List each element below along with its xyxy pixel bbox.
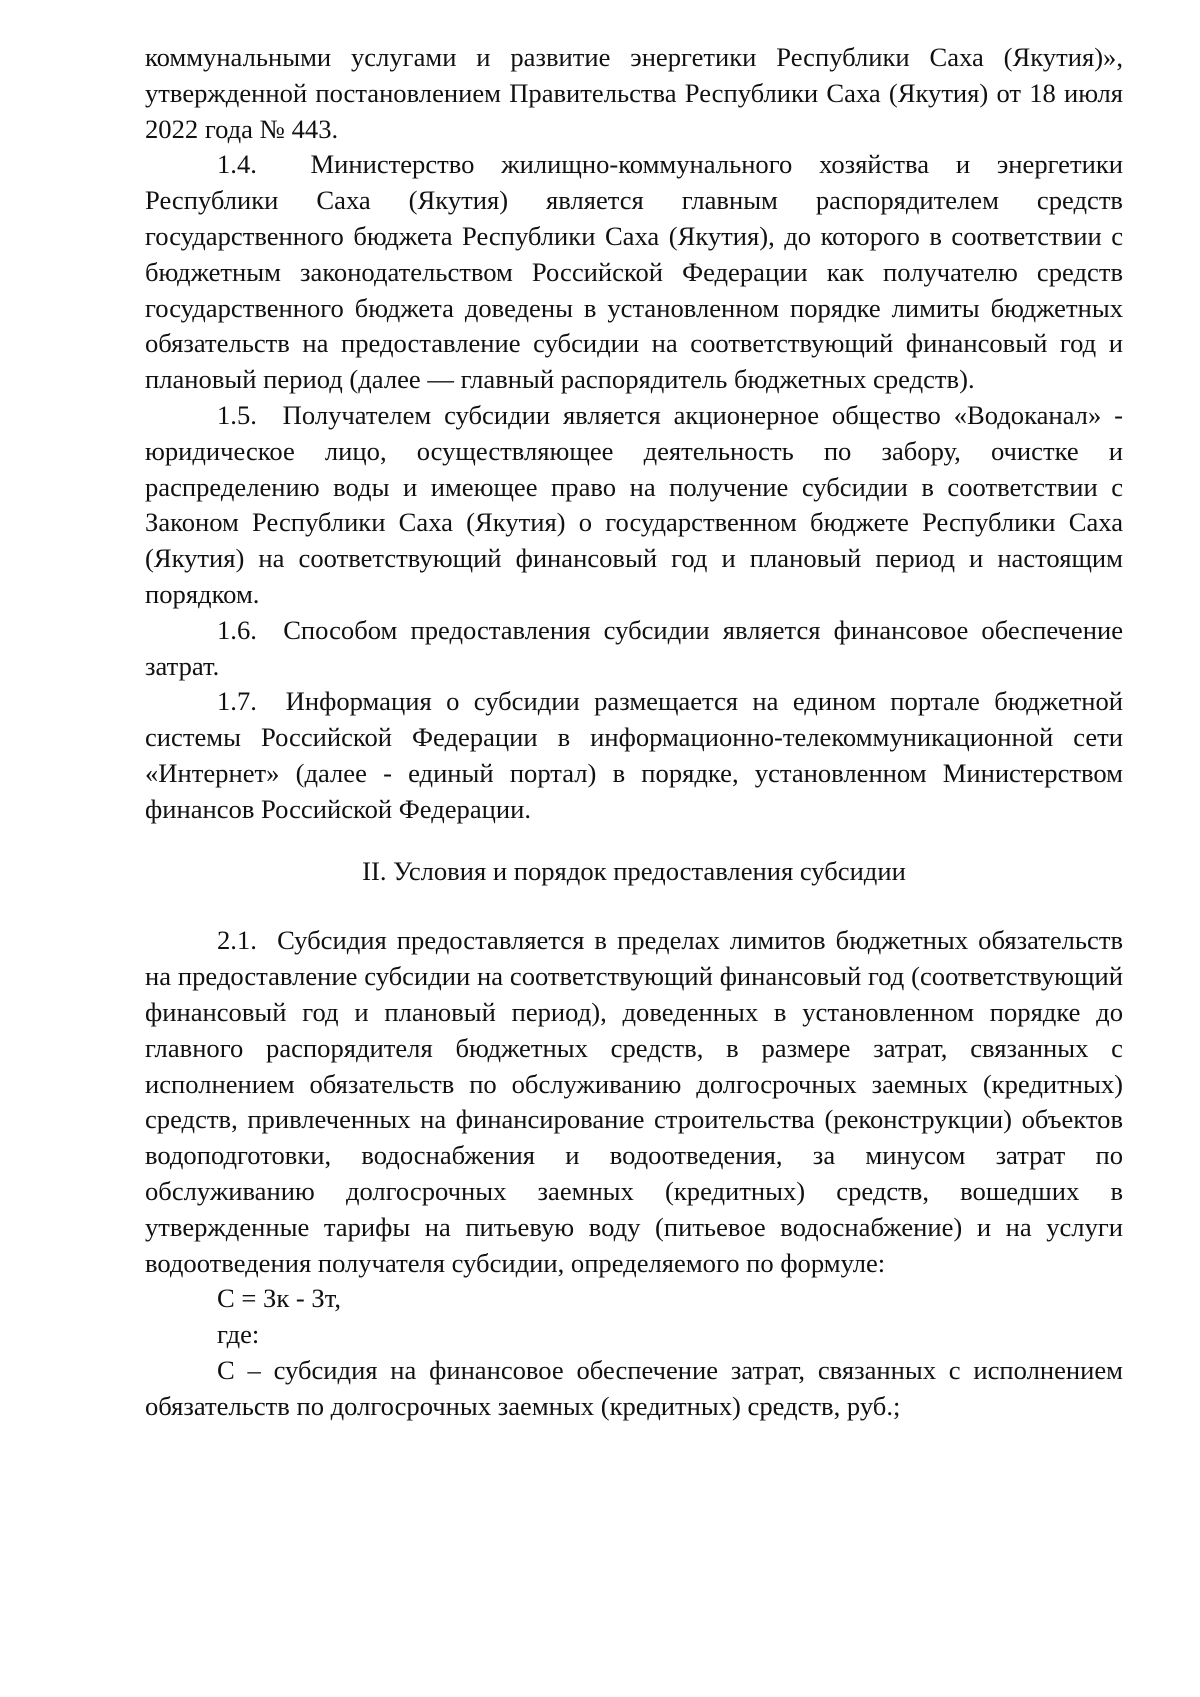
paragraph-number: 1.6. xyxy=(217,614,257,645)
paragraph-1-7 xyxy=(145,684,1123,827)
paragraph-1-5 xyxy=(145,398,1123,613)
where-label: где: xyxy=(217,1319,260,1350)
section-heading: II. Условия и порядок предоставления субсидии xyxy=(362,855,906,886)
document-body xyxy=(145,40,1123,1424)
formula: С = Зк - Зт, xyxy=(217,1283,342,1314)
paragraph-1-6 xyxy=(145,613,1123,685)
paragraph-number: 1.5. xyxy=(217,399,257,430)
paragraph-text: Получателем субсидии является акционерное общество «Водоканал» - юридическое лицо, осуществляющее деятельность по забору, очистке и распределению воды и имеющее право на получение субсидии в соответствии с Законом Республики Саха (Якутия) о государственном бюджете Республики Саха (Якутия) на соответствующий финансовый год и плановый период и настоящим порядком. xyxy=(145,399,1123,609)
paragraph-1-4 xyxy=(145,147,1123,398)
paragraph-number: 1.4. xyxy=(217,149,257,180)
paragraph-intro: коммунальными услугами и развитие энергетики Республики Саха (Якутия)», утвержденной постановлением Правительства Республики Саха (Якутия) от 18 июля 2022 года № 443. xyxy=(145,42,1123,144)
paragraph-text: Способом предоставления субсидии является финансовое обеспечение затрат. xyxy=(145,614,1123,681)
paragraph-text: Министерство жилищно-коммунального хозяйства и энергетики Республики Саха (Якутия) является главным распорядителем средств государственного бюджета Республики Саха (Якутия), до которого в соответствии с бюджетным законодательством Российской Федерации как получателю средств государственного бюджета доведены в установленном порядке лимиты бюджетных обязательств на предоставление субсидии на соответствующий финансовый год и плановый период (далее — главный распорядитель бюджетных средств). xyxy=(145,149,1123,395)
paragraph-text: Субсидия предоставляется в пределах лимитов бюджетных обязательств на предоставление субсидии на соответствующий финансовый год (соответствующий финансовый год и плановый период), доведенных в установленном порядке до главного распорядителя бюджетных средств, в размере затрат, связанных с исполнением обязательств по обслуживанию долгосрочных заемных (кредитных) средств, привлеченных на финансирование строительства (реконструкции) объектов водоподготовки, водоснабжения и водоотведения, за минусом затрат по обслуживанию долгосрочных заемных (кредитных) средств, вошедших в утвержденные тарифы на питьевую воду (питьевое водоснабжение) и на услуги водоотведения получателя субсидии, определяемого по формуле: xyxy=(145,925,1124,1278)
paragraph-number: 1.7. xyxy=(217,686,257,717)
paragraph-2-1 xyxy=(145,923,1123,1281)
paragraph-number: 2.1. xyxy=(217,925,257,956)
paragraph-text: Информация о субсидии размещается на едином портале бюджетной системы Российской Федерации в информационно-телекоммуникационной сети «Интернет» (далее - единый портал) в порядке, установленном Министерством финансов Российской Федерации. xyxy=(145,686,1124,824)
definition-c: С – субсидия на финансовое обеспечение затрат, связанных с исполнением обязательств по долгосрочных заемных (кредитных) средств, руб.; xyxy=(145,1354,1123,1421)
